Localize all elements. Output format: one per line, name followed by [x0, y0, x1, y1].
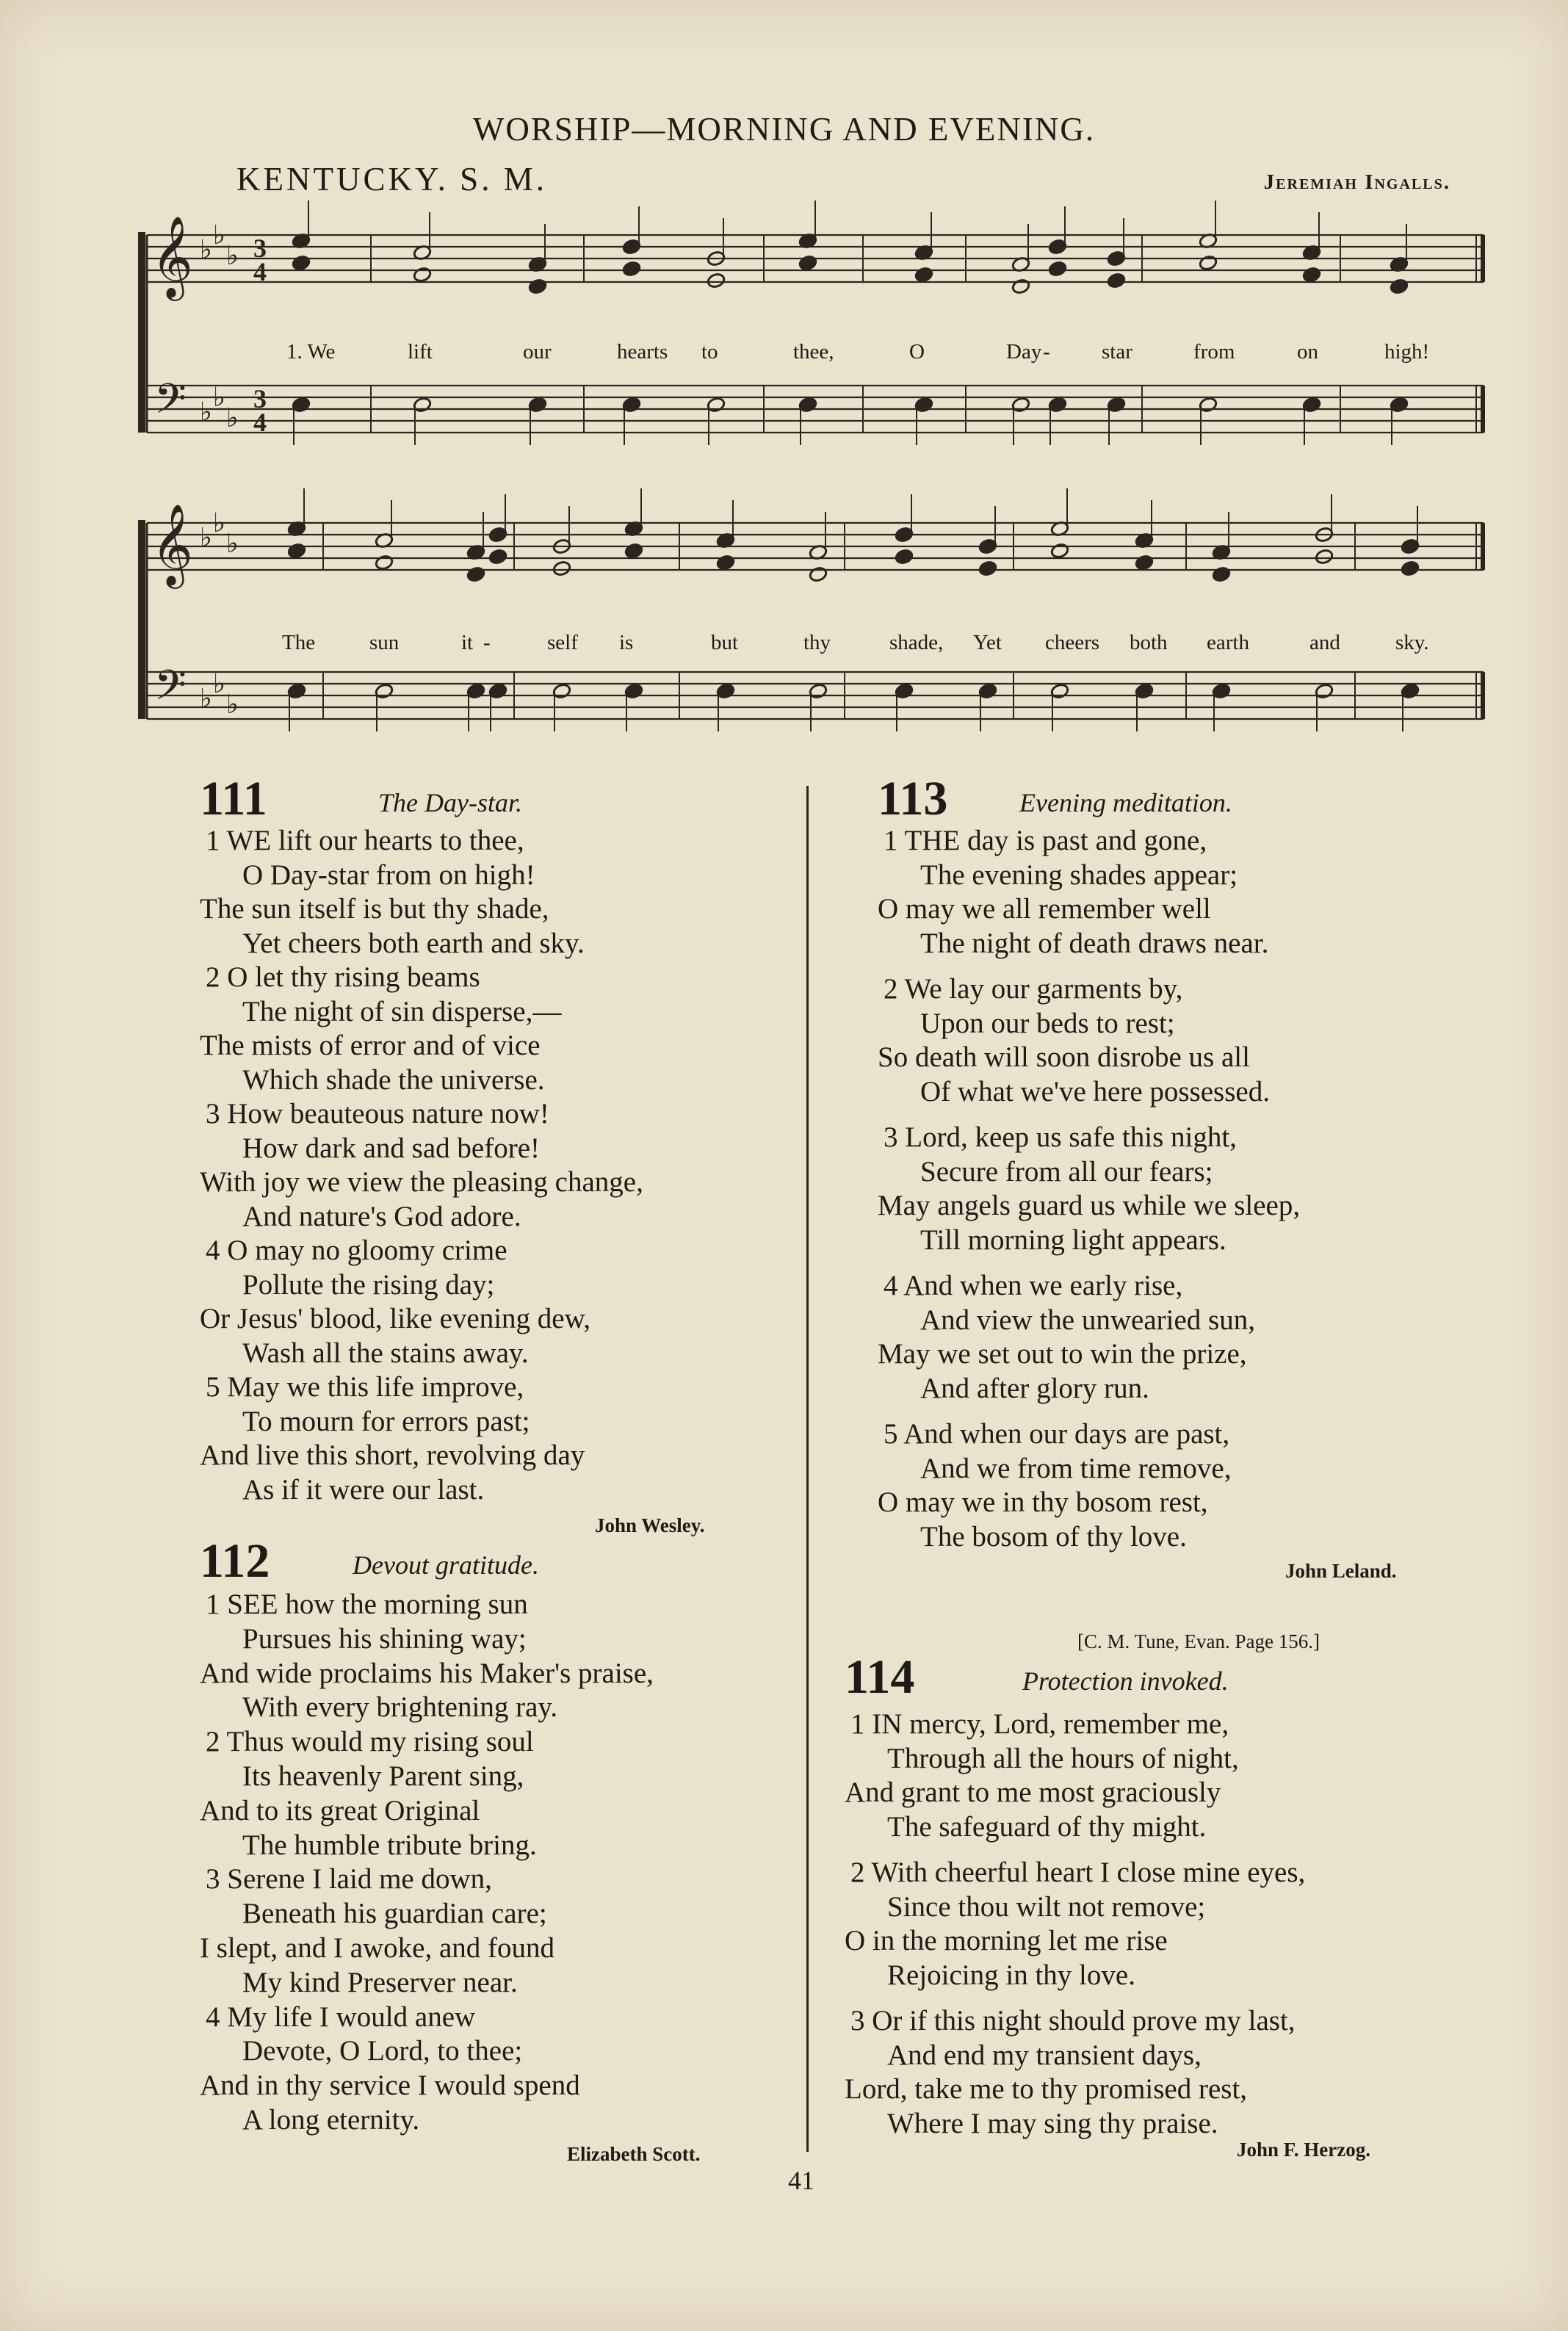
svg-text:♭: ♭ — [226, 529, 239, 559]
verse-line: Which shade the universe. — [242, 1063, 545, 1096]
svg-text:♭: ♭ — [200, 235, 212, 265]
verse-line: With every brightening ray. — [242, 1691, 558, 1724]
svg-text:♭: ♭ — [226, 241, 239, 271]
column-divider — [806, 786, 809, 2152]
verse-line: The night of sin disperse,— — [242, 995, 562, 1027]
verse-line: And view the unwearied sun, — [920, 1304, 1255, 1336]
verse-line: And end my transient days, — [887, 2039, 1202, 2071]
verse-line: 2 O let thy rising beams — [206, 961, 480, 993]
hymn-number: 113 — [878, 772, 948, 825]
lyric-syllable: The — [282, 631, 316, 654]
svg-text:♭: ♭ — [213, 669, 225, 699]
svg-text:♭: ♭ — [226, 690, 239, 720]
verse-line: The mists of error and of vice — [200, 1030, 541, 1061]
music-system-1 — [138, 200, 1485, 445]
verse-line: 5 May we this life improve, — [206, 1371, 524, 1403]
music-system-2 — [138, 488, 1485, 731]
verse-line: Secure from all our fears; — [920, 1155, 1213, 1188]
svg-text:♭: ♭ — [200, 684, 212, 714]
svg-text:𝄢: 𝄢 — [154, 375, 187, 433]
verse-line: Pursues his shining way; — [242, 1622, 527, 1655]
verse-line: And to its great Original — [200, 1794, 480, 1826]
lyric-syllable: cheers — [1045, 631, 1100, 654]
verse-line: 3 How beauteous nature now! — [206, 1098, 549, 1130]
lyric-syllable: O — [909, 340, 925, 364]
verse-line: 1 WE lift our hearts to thee, — [206, 825, 524, 856]
verse-line: Where I may sing thy praise. — [887, 2107, 1218, 2139]
lyric-syllable: both — [1130, 631, 1168, 654]
verse-line: Of what we've here possessed. — [920, 1075, 1270, 1107]
lyric-syllable: it — [461, 631, 474, 654]
verse-line: 2 We lay our garments by, — [884, 973, 1183, 1005]
verse-line: My kind Preserver near. — [242, 1966, 518, 1998]
verse-line: Upon our beds to rest; — [920, 1007, 1175, 1039]
lyric-syllable: earth — [1207, 631, 1249, 654]
verse-line: Lord, take me to thy promised rest, — [845, 2073, 1248, 2105]
lyric-syllable: but — [711, 631, 739, 654]
hymn-author: John F. Herzog. — [1237, 2139, 1370, 2161]
composer-credit: Jeremiah Ingalls. — [1263, 170, 1450, 194]
verse-line: And after glory run. — [920, 1372, 1149, 1404]
verse-line: O Day-star from on high! — [242, 859, 535, 891]
svg-text:𝄞: 𝄞 — [151, 503, 193, 585]
verse-line: O in the morning let me rise — [845, 1925, 1168, 1956]
verse-line: Pollute the rising day; — [242, 1268, 495, 1301]
lyric-syllable: thy — [803, 631, 831, 654]
verse-line: And wide proclaims his Maker's praise, — [200, 1657, 654, 1689]
verse-line: The evening shades appear; — [920, 859, 1238, 891]
lyric-syllable: sun — [369, 631, 400, 654]
hymn-title: Devout gratitude. — [353, 1550, 539, 1580]
hymn-author: Elizabeth Scott. — [567, 2143, 701, 2165]
verse-line: Beneath his guardian care; — [242, 1898, 547, 1930]
svg-text:♭: ♭ — [213, 383, 225, 413]
verse-line: A long eternity. — [242, 2104, 420, 2136]
verse-line: 1 SEE how the morning sun — [206, 1589, 528, 1620]
tune-reference: [C. M. Tune, Evan. Page 156.] — [1077, 1630, 1320, 1652]
verse-line: The bosom of thy love. — [920, 1520, 1187, 1553]
hymn-number: 112 — [200, 1534, 270, 1588]
lyric-syllable: is — [619, 631, 634, 654]
verse-line: The night of death draws near. — [920, 927, 1269, 959]
verse-line: 3 Serene I laid me down, — [206, 1863, 492, 1895]
verse-line: Devote, O Lord, to thee; — [242, 2035, 523, 2067]
svg-text:♭: ♭ — [226, 403, 239, 433]
lyric-syllable: Yet — [973, 631, 1002, 654]
lyric-syllable: self — [547, 631, 578, 654]
svg-text:3: 3 — [253, 384, 267, 413]
verse-line: And grant to me most graciously — [845, 1777, 1221, 1808]
verse-line: 4 O may no gloomy crime — [206, 1235, 507, 1266]
verse-line: Till morning light appears. — [920, 1224, 1226, 1256]
verse-line: O may we in thy bosom rest, — [878, 1486, 1208, 1518]
lyric-syllable: - — [1043, 340, 1050, 364]
verse-line: And we from time remove, — [920, 1452, 1232, 1484]
lyric-syllable: on — [1297, 340, 1318, 364]
verse-line: May angels guard us while we sleep, — [878, 1190, 1301, 1221]
verse-line: The sun itself is but thy shade, — [200, 893, 549, 925]
lyric-syllable: from — [1193, 340, 1235, 364]
verse-line: Since thou wilt not remove; — [887, 1890, 1206, 1923]
lyric-syllable: star — [1102, 340, 1132, 364]
verse-line: Yet cheers both earth and sky. — [242, 927, 585, 959]
tune-name: KENTUCKY. S. M. — [236, 161, 547, 198]
lyric-syllable: hearts — [617, 340, 668, 364]
svg-text:♭: ♭ — [200, 523, 212, 553]
verse-line: And in thy service I would spend — [200, 2070, 580, 2102]
lyric-syllable: 1. We — [286, 340, 336, 364]
hymn-author: John Wesley. — [595, 1514, 705, 1536]
section-heading: WORSHIP—MORNING AND EVENING. — [472, 111, 1096, 148]
svg-text:𝄢: 𝄢 — [154, 662, 187, 720]
verse-line: 5 And when our days are past, — [884, 1418, 1230, 1450]
verse-line: To mourn for errors past; — [242, 1405, 530, 1437]
verse-line: 2 Thus would my rising soul — [206, 1726, 534, 1758]
verse-line: I slept, and I awoke, and found — [200, 1932, 555, 1964]
lyric-syllable: sky. — [1395, 631, 1429, 654]
verse-line: Wash all the stains away. — [242, 1337, 529, 1369]
lyric-syllable: our — [523, 340, 552, 364]
verse-line: 1 THE day is past and gone, — [884, 825, 1207, 856]
lyric-syllable: high! — [1384, 340, 1430, 364]
verse-line: Its heavenly Parent sing, — [242, 1760, 524, 1792]
hymn-number: 111 — [200, 772, 267, 825]
verse-line: With joy we view the pleasing change, — [200, 1166, 643, 1198]
lyric-syllable: Day — [1006, 340, 1042, 364]
hymn-title: The Day-star. — [378, 788, 522, 817]
lyric-syllable: - — [483, 631, 491, 654]
verse-line: The humble tribute bring. — [242, 1829, 537, 1861]
svg-text:♭: ♭ — [213, 220, 225, 250]
lyric-syllable: shade, — [889, 631, 944, 654]
verse-line: 1 IN mercy, Lord, remember me, — [850, 1708, 1229, 1740]
verse-line: So death will soon disrobe us all — [878, 1041, 1250, 1073]
verse-line: 3 Or if this night should prove my last, — [850, 2005, 1296, 2037]
verse-line: Rejoicing in thy love. — [887, 1959, 1135, 1991]
verse-line: 4 My life I would anew — [206, 2001, 476, 2033]
verse-line: And live this short, revolving day — [200, 1439, 585, 1471]
hymn-number: 114 — [845, 1650, 915, 1704]
music-score — [0, 0, 1568, 786]
lyric-syllable: thee, — [793, 340, 834, 364]
verse-line: How dark and sad before! — [242, 1132, 541, 1164]
svg-text:4: 4 — [253, 408, 267, 437]
verse-line: As if it were our last. — [242, 1473, 485, 1506]
verse-line: 4 And when we early rise, — [884, 1270, 1183, 1301]
verse-line: May we set out to win the prize, — [878, 1338, 1247, 1370]
svg-text:♭: ♭ — [213, 508, 225, 538]
verse-line: The safeguard of thy might. — [887, 1810, 1207, 1843]
hymn-author: John Leland. — [1285, 1560, 1397, 1582]
verse-line: And nature's God adore. — [242, 1200, 521, 1232]
verse-line: 3 Lord, keep us safe this night, — [884, 1121, 1237, 1153]
verse-line: 2 With cheerful heart I close mine eyes, — [850, 1857, 1306, 1888]
verse-line: Through all the hours of night, — [887, 1742, 1239, 1774]
lyric-syllable: lift — [408, 340, 433, 364]
lyric-syllable: and — [1309, 631, 1340, 654]
lyric-syllable: to — [701, 340, 718, 364]
svg-text:4: 4 — [253, 257, 267, 286]
svg-text:♭: ♭ — [200, 397, 212, 427]
hymn-title: Protection invoked. — [1022, 1666, 1229, 1696]
hymn-title: Evening meditation. — [1019, 788, 1232, 817]
page-number: 41 — [788, 2166, 814, 2195]
verse-line: Or Jesus' blood, like evening dew, — [200, 1303, 590, 1334]
svg-text:𝄞: 𝄞 — [151, 215, 193, 297]
verse-line: O may we all remember well — [878, 893, 1211, 925]
svg-text:3: 3 — [253, 234, 267, 263]
